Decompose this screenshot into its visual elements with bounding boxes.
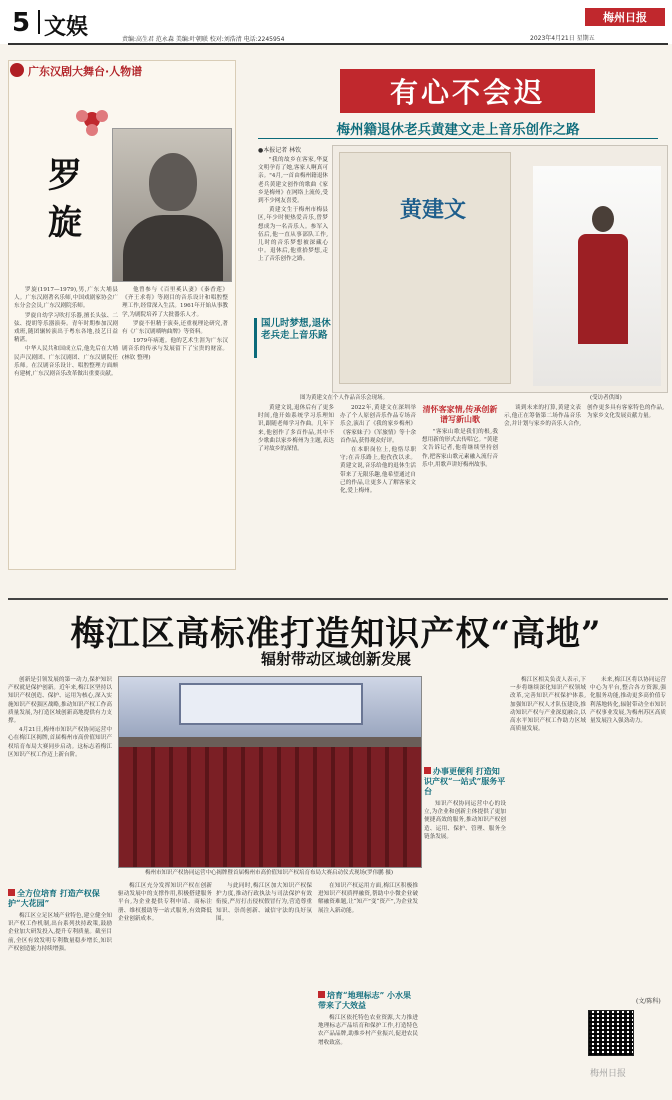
feature-photo [332,145,668,393]
feature-text-col-1 [258,156,328,316]
feature-byline: ●本报记者 林钦 [258,147,302,154]
profile-paragraph: 罗旋自幼学习吹打乐器,擅长头弦、二弦、提胡等乐器演奏。青年时期参加汉剧戏班,随团辗转演出于粤东各地,技艺日益精湛。 [14,312,118,344]
paper-logo: 梅州日报 [585,8,665,26]
main-paragraph: 在知识产权运用方面,梅江区积极推进知识产权质押融资,帮助中小微企业破解融资难题,让“知产”变“资产”,为企业发展注入新动能。 [318,883,418,914]
photo-screen [179,683,363,725]
masthead-rule [8,43,668,45]
profile-paragraph: 罗旋(1917—1979),男,广东大埔县人。广东汉剧著名乐师,中国戏剧家协会广东分会会员,广东汉剧院乐师。 [14,287,118,310]
main-subhead-3-text: 办事更便利 打造知识产权“一站式”服务平台 [424,766,506,796]
main-photo-caption: 梅州市知识产权协同运营中心揭牌暨首届梅州市高价值知识产权培育布局大赛启动仪式现场(罗伟鹏 摄) [144,870,394,876]
feature-paragraph: 在本职岗位上,他恪尽职守;在音乐路上,他孜孜以求。黄建文说,音乐给他的退休生活带来了无限乐趣,他希望通过自己的作品,让更多人了解客家文化,爱上梅州。 [340,447,416,495]
feature-text-col-4 [422,428,498,590]
main-paragraph: 知识产权协同运营中心的设立,为企业和创新主体提供了更加便捷高效的服务,推动知识产权创造、运用、保护、管理、服务全链条发展。 [424,801,506,840]
main-paragraph: 梅江区相关负责人表示,下一步将继续深化知识产权领域改革,完善知识产权保护体系,加强知识产权人才队伍建设,推动知识产权与产业深度融合,以高水平知识产权工作助力区域高质量发展。 [510,677,586,733]
performer-head [592,206,614,232]
feature-text-col-3 [340,404,416,590]
profile-text-col-2 [122,286,228,556]
main-col-7 [590,676,666,992]
feature-subtitle: 梅州籍退休老兵黄建文走上音乐创作之路 [336,122,580,138]
profile-paragraph: 罗旋不但精于演奏,还重视理论研究,著有《广东汉剧唢呐曲牌》等资料。 [122,320,228,336]
main-subhead-1 [8,888,112,908]
author-credit: (文/陈科) [636,998,661,1005]
poster-title: 黄建文 [400,197,467,223]
main-headline: 梅江区高标准打造知识产权“高地” [70,614,602,654]
pull-quote [254,318,335,358]
performer-body [578,234,628,344]
concert-poster [339,152,511,384]
profile-paragraph: 1979年病逝。他的艺术生涯为广东汉剧音乐的传承与发展留下了宝贵的财富。(林钦 整理) [122,338,228,361]
feature-title: 有心不会迟 [389,76,545,109]
profile-text-col-1 [14,286,118,556]
photo-credit: (受访者供图) [590,395,622,401]
feature-paragraph: "客家山歌是我们的根,我想用新的形式去传唱它。"黄建文告诉记者,他将继续坚持创作,把客家山歌元素融入流行音乐中,用歌声讲好梅州故事。 [422,429,498,468]
main-subhead-2-text: 培育“地理标志” 小水果带来了大效益 [318,990,411,1010]
main-paragraph: 创新是引领发展的第一动力,保护知识产权就是保护创新。近年来,梅江区坚持以知识产权创造、保护、运用为核心,深入实施知识产权强区战略,推动知识产权工作高质量发展,为打造区域创新高地提供有力支撑。 [8,677,112,725]
feature-paragraph: "我的故乡在客家,华夏文明孕育了她,客家人啊真可亲。"4月,一首由梅州籍退休老兵黄建文创作的歌曲《家乡是梅州》在网络上流传,受到不少网友喜爱。 [258,157,328,205]
feature-paragraph: 2022年,黄建文在深圳举办了个人原创音乐作品专场音乐会,演出了《我的家乡梅州》《客家妹子》《军旅情》等十余首作品,获得观众好评。 [340,405,416,444]
subhead-marker-icon [318,991,325,998]
feature-text-col-5 [504,404,664,590]
main-subhead-3 [424,766,506,796]
portrait-photo [112,128,232,282]
pull-quote-text: 国儿时梦想,退休老兵走上音乐路 [261,318,331,341]
profile-paragraph: 中华人民共和国成立后,他先后在大埔民声汉剧团、广东汉剧团、广东汉剧院任乐师。在汉剧音乐设计、唱腔整理方面颇有建树,广东汉剧音乐改革做出重要贡献。 [14,346,118,378]
main-lead-col [8,676,112,882]
portrait-head [149,153,197,211]
main-paragraph: 4月21日,梅州市知识产权协同运营中心在梅江区揭牌,首届梅州市高价值知识产权培育布局大赛同步启动。这标志着梅江区知识产权工作迈上新台阶。 [8,727,112,758]
feature-subhead [422,404,498,424]
main-subhead-1-text: 全方位培育 打造产权保护“大花园” [8,888,100,908]
photo-audience [119,747,421,867]
staff-line: 责编:高生君 范永森 美编:叶朝联 校对:刘浩清 电话:2245954 [122,36,285,43]
main-col-6 [510,676,586,1090]
section-divider [8,598,668,600]
feature-title-box [340,69,595,113]
performer-figure [578,206,628,356]
main-col-3 [216,882,312,1090]
watermark: 梅州日报 [590,1069,627,1079]
main-subheadline: 辐射带动区域创新发展 [260,650,411,668]
main-col-4 [318,882,418,986]
portrait-body [123,215,223,282]
photo-caption: 图为黄建文在个人作品音乐会现场。 [300,395,389,401]
main-subhead-2 [318,990,418,1010]
feature-text-col-2 [258,404,334,590]
profile-paragraph: 他曾参与《百里奚认妻》《秦香莲》《齐王求将》等剧目的音乐设计和唱腔整理工作,经常深入生活。1961年开始从事教学,为剧院培养了大批器乐人才。 [122,287,228,318]
date-line: 2023年4月21日 星期五 [530,35,595,42]
flower-icon [70,98,114,142]
main-paragraph: 梅江区充分发挥知识产权在创新驱动发展中的支撑作用,积极搭建服务平台,为企业提供专利申请、商标注册、维权援助等一站式服务,有效降低企业创新成本。 [118,883,212,922]
subhead-marker-icon [8,889,15,896]
main-paragraph: 梅江区依托特色农业资源,大力推进地理标志产品培育和保护工作,打造特色农产品品牌,助推乡村产业振兴,促进农民增收致富。 [318,1015,418,1046]
main-paragraph: 梅江区立足区域产业特色,建立健全知识产权工作机制,出台系列扶持政策,鼓励企业加大研发投入,提升专利质量。截至目前,全区有效发明专利数量稳步增长,知识产权创造能力持续增强。 [8,913,112,952]
qr-code-icon[interactable] [588,1010,634,1056]
section-title: 文娱 [44,15,89,40]
main-paragraph: 与此同时,梅江区加大知识产权保护力度,推动行政执法与司法保护有效衔接,严厉打击侵权假冒行为,营造尊重知识、崇尚创新、诚信守法的良好氛围。 [216,883,312,922]
feature-paragraph: 谈到未来的打算,黄建文表示,他正在筹备第二场作品音乐会,并计划与家乡的音乐人合作,创作更多具有客家特色的作品,为家乡文化发展贡献力量。 [504,405,664,428]
feature-paragraph: 黄建文说,退休后有了更多时间,他开始系统学习乐理知识,跟随老师学习作曲。几年下来,他创作了多首作品,其中不少歌曲以家乡梅州为主题,表达了对故乡的深情。 [258,405,334,453]
page-number: 5 [12,8,31,38]
main-col-5 [424,800,506,1090]
feature-subhead-text: 清怀客家情,传承创新谱写新山歌 [422,404,498,424]
conference-photo [118,676,422,868]
profile-name-char-2: 旋 [48,203,82,243]
masthead-divider [38,10,40,34]
main-col-1 [8,912,112,1092]
main-col-2 [118,882,212,1090]
profile-name-char-1: 罗 [48,156,82,196]
main-col-4b [318,1014,418,1092]
subhead-marker-icon [424,767,431,774]
column-title: 广东汉剧大舞台·人物谱 [28,65,143,78]
column-logo-icon [10,63,24,77]
main-paragraph: 未来,梅江区将以协同运营中心为平台,整合各方资源,强化服务功能,推动更多高价值专利落地转化,辐射带动全市知识产权事业发展,为梅州苏区高质量发展注入强劲动力。 [590,677,666,725]
feature-paragraph: 黄建文生于梅州市梅县区,年少时便热爱音乐,曾梦想成为一名音乐人。参军入伍后,他一直从事部队工作,儿时的音乐梦想被深藏心中。退休后,他重拾梦想,走上了音乐创作之路。 [258,207,328,263]
feature-subtitle-rule [258,138,658,139]
